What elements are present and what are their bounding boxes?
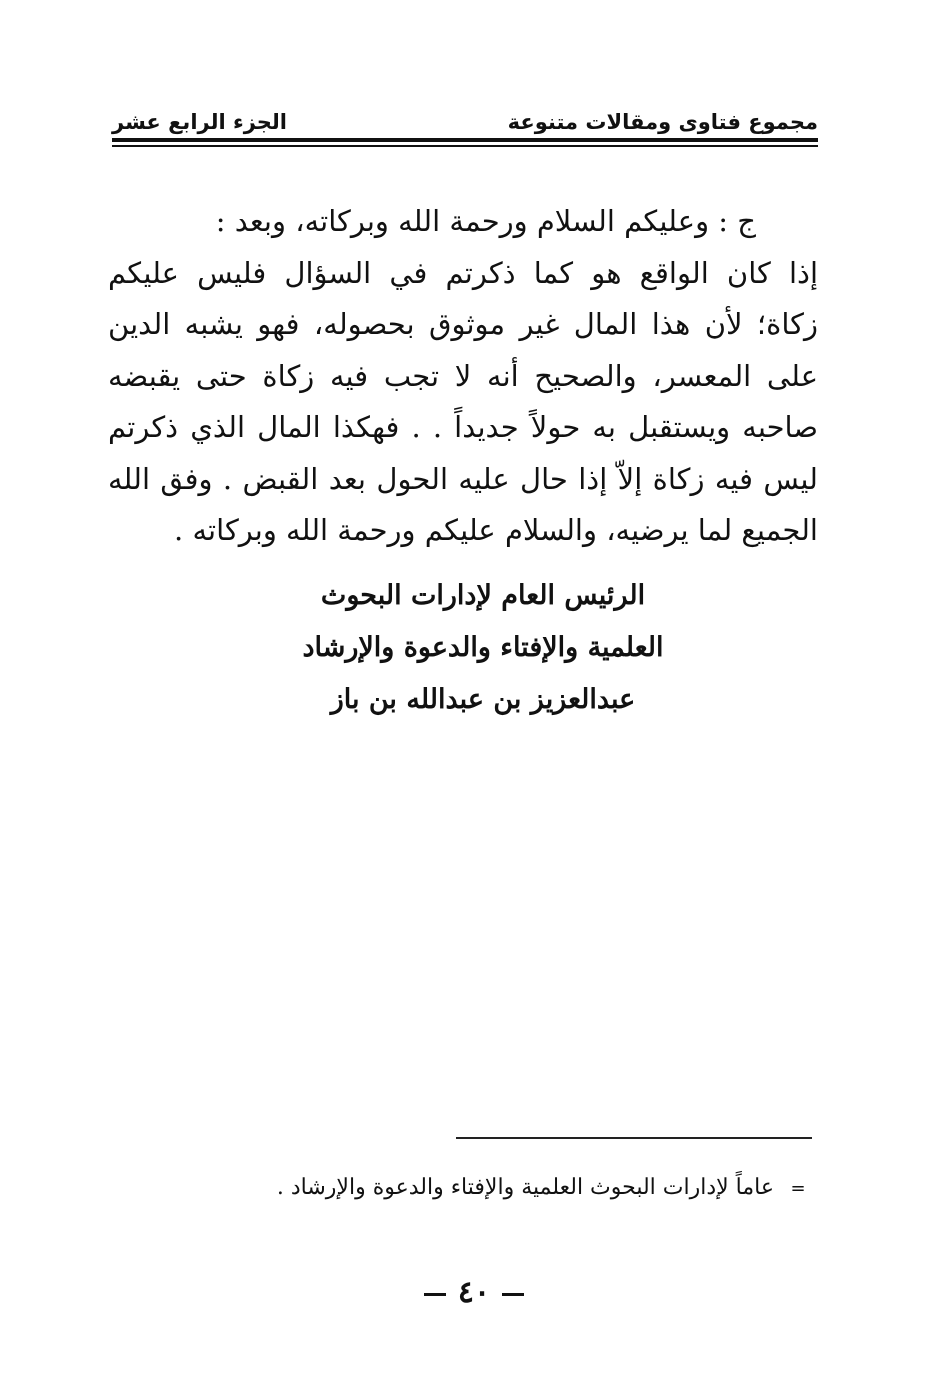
answer-line: صاحبه ويستقبل به حولاً جديداً . . فهكذا المال الذي ذكرتم [108,410,818,444]
header-rule [112,138,818,142]
footnote-marker: = [790,1178,806,1199]
answer-line: زكاة؛ لأن هذا المال غير موثوق بحصوله، فهو يشبه الدين [108,307,818,341]
signature-name: عبدالعزيز بن عبدالله بن باز [330,684,636,715]
footnote [200,1170,822,1207]
footnote-text: عاماً لإدارات البحوث العلمية والإفتاء والدعوة والإرشاد . [276,1175,774,1200]
volume-label: الجزء الرابع عشر [112,110,287,134]
book-title: مجموع فتاوى ومقالات متنوعة [507,110,818,134]
signature-block [108,570,818,726]
page-number-value: ٤٠ [457,1275,491,1310]
answer-line: الجميع لما يرضيه، والسلام عليكم ورحمة الله وبركاته . [174,513,818,547]
answer-line: على المعسر، والصحيح أنه لا تجب فيه زكاة حتى يقبضه [108,358,818,393]
signature-title: الرئيس العام لإدارات البحوث [320,580,646,611]
page-number-dash [424,1293,446,1296]
page-number-dash [502,1293,524,1296]
running-header [112,100,818,134]
header-rule-secondary [112,145,818,147]
signature-title: العلمية والإفتاء والدعوة والإرشاد [302,632,664,663]
answer-line: ليس فيه زكاة إلاّ إذا حال عليه الحول بعد القبض . وفق الله [108,461,818,496]
answer-line: ج : وعليكم السلام ورحمة الله وبركاته، وبعد : [215,204,756,238]
page-number [380,1275,568,1310]
answer-line: إذا كان الواقع هو كما ذكرتم في السؤال فليس عليكم [108,255,818,290]
footnote-divider [456,1137,812,1139]
answer-text [108,196,818,557]
